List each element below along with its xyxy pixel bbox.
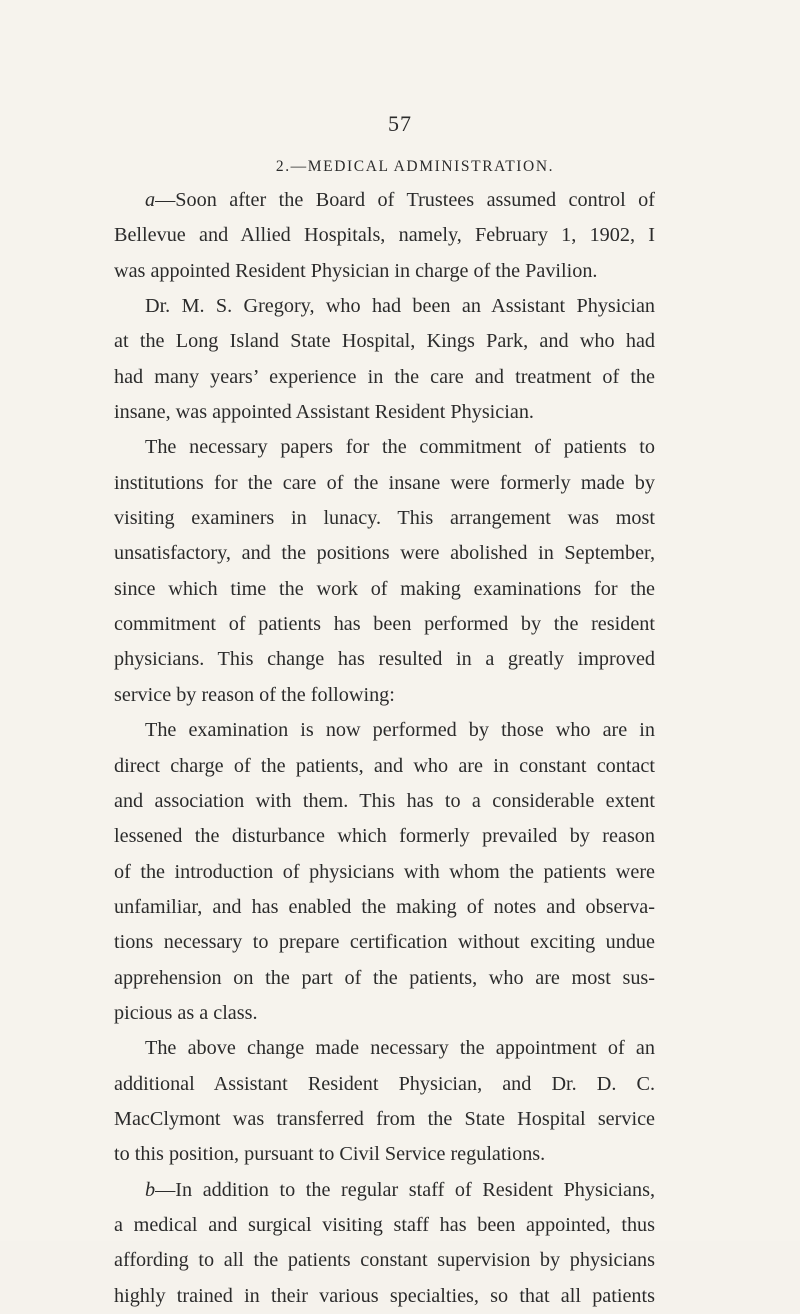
text-line: [114, 572, 655, 607]
text-line: [114, 1067, 655, 1102]
line-text: visiting examiners in lunacy. This arrangement was most: [114, 507, 655, 530]
text-line: [114, 713, 655, 748]
line-text: The examination is now performed by those who are in: [145, 719, 655, 742]
line-text: physicians. This change has resulted in a greatly improved: [114, 648, 655, 671]
line-text: at the Long Island State Hospital, Kings Park, and who had: [114, 330, 655, 353]
text-line: [114, 218, 655, 253]
text-line: [114, 996, 655, 1031]
line-text: a medical and surgical visiting staff has been appointed, thus: [114, 1213, 655, 1236]
text-line: [114, 1208, 655, 1243]
text-line: [114, 430, 655, 465]
text-line: [114, 324, 655, 359]
line-text: tions necessary to prepare certification without exciting undue: [114, 931, 655, 954]
line-text: service by reason of the following:: [114, 683, 395, 706]
text-line: [114, 501, 655, 536]
text-line: [114, 925, 655, 960]
line-text: MacClymont was transferred from the State Hospital service: [114, 1107, 655, 1130]
text-line: [114, 855, 655, 890]
line-text: institutions for the care of the insane were formerly made by: [114, 471, 655, 494]
line-text: was appointed Resident Physician in charge of the Pavilion.: [114, 259, 598, 282]
line-text: had many years’ experience in the care and treatment of the: [114, 365, 655, 388]
text-line: [114, 784, 655, 819]
line-text: and association with them. This has to a considerable extent: [114, 789, 655, 812]
line-text: to this position, pursuant to Civil Service regulations.: [114, 1143, 546, 1166]
line-text: insane, was appointed Assistant Resident Physician.: [114, 401, 534, 424]
text-line: [114, 1279, 655, 1314]
text-line: [114, 360, 655, 395]
text-line: [114, 1243, 655, 1278]
paragraph-marker: b: [145, 1178, 156, 1201]
line-text: picious as a class.: [114, 1001, 258, 1024]
text-line: [114, 466, 655, 501]
line-text: additional Assistant Resident Physician, and Dr. D. C.: [114, 1072, 655, 1095]
text-line: [114, 254, 655, 289]
line-text: lessened the disturbance which formerly prevailed by reason: [114, 825, 655, 848]
text-line: [114, 1102, 655, 1137]
text-line: [114, 1137, 655, 1172]
text-line: [114, 961, 655, 996]
line-text: The above change made necessary the appointment of an: [145, 1037, 655, 1060]
line-text: The necessary papers for the commitment of patients to: [145, 436, 655, 459]
text-line: [114, 395, 655, 430]
text-line: [114, 1173, 655, 1208]
section-title: 2.—MEDICAL ADMINISTRATION.: [275, 158, 555, 175]
line-text: unfamiliar, and has enabled the making of notes and observa-: [114, 895, 655, 918]
line-text: commitment of patients has been performed by the resident: [114, 613, 655, 636]
line-text: Bellevue and Allied Hospitals, namely, February 1, 1902, I: [114, 224, 655, 247]
text-line: [114, 1031, 655, 1066]
text-line: [114, 289, 655, 324]
line-text: apprehension on the part of the patients, who are most sus-: [114, 966, 655, 989]
line-text: direct charge of the patients, and who are in constant contact: [114, 754, 655, 777]
line-text: of the introduction of physicians with whom the patients were: [114, 860, 655, 883]
body-text: [114, 183, 655, 1314]
text-line: [114, 890, 655, 925]
text-line: [114, 819, 655, 854]
text-line: [114, 642, 655, 677]
line-text: —Soon after the Board of Trustees assumed control of: [155, 189, 655, 211]
line-text: affording to all the patients constant supervision by physicians: [114, 1249, 655, 1272]
text-line: [114, 607, 655, 642]
text-line: [114, 183, 655, 218]
paragraph-marker: a: [145, 189, 156, 211]
page-number: 57: [388, 111, 412, 136]
line-text: unsatisfactory, and the positions were abolished in September,: [114, 542, 655, 565]
text-line: [114, 749, 655, 784]
line-text: since which time the work of making examinations for the: [114, 577, 655, 600]
line-text: highly trained in their various specialties, so that all patients: [114, 1284, 655, 1307]
text-line: [114, 536, 655, 571]
line-text: —In addition to the regular staff of Resident Physicians,: [155, 1178, 655, 1201]
line-text: Dr. M. S. Gregory, who had been an Assistant Physician: [145, 295, 655, 318]
text-line: [114, 678, 655, 713]
